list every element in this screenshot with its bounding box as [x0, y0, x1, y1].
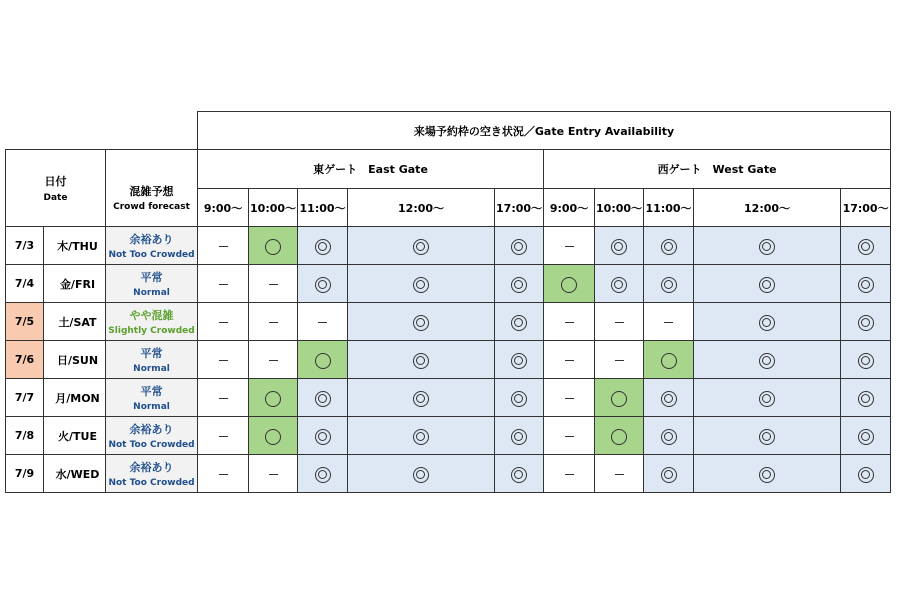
double-circle-icon	[413, 277, 429, 293]
west-gate-header: 西ゲート West Gate	[544, 150, 891, 189]
east-gate-slot	[495, 265, 544, 303]
west-gate-slot	[694, 417, 841, 455]
east-gate-slot	[198, 379, 249, 417]
east-gate-slot	[198, 417, 249, 455]
west-gate-slot	[544, 265, 595, 303]
double-circle-icon	[511, 429, 527, 445]
row-weekday: 日/SUN	[44, 341, 106, 379]
forecast-label-jp: 余裕あり	[129, 233, 174, 246]
row-weekday: 金/FRI	[44, 265, 106, 303]
east-time-11: 11:00～	[298, 189, 348, 227]
dash-icon	[565, 436, 574, 437]
east-gate-slot	[495, 417, 544, 455]
east-gate-slot	[495, 227, 544, 265]
double-circle-icon	[661, 467, 677, 483]
west-gate-slot	[595, 303, 644, 341]
west-gate-slot	[841, 417, 891, 455]
forecast-label-en: Normal	[133, 364, 170, 374]
forecast-label-jp: 平常	[140, 271, 163, 284]
double-circle-icon	[661, 391, 677, 407]
dash-icon	[219, 322, 228, 323]
dash-icon	[269, 474, 278, 475]
east-gate-slot	[249, 303, 298, 341]
forecast-label-jp: 余裕あり	[129, 461, 174, 474]
table-row	[6, 341, 891, 379]
double-circle-icon	[315, 429, 331, 445]
east-gate-slot	[495, 341, 544, 379]
double-circle-icon	[759, 429, 775, 445]
dash-icon	[615, 474, 624, 475]
double-circle-icon	[413, 429, 429, 445]
east-gate-slot	[198, 341, 249, 379]
west-gate-slot	[544, 303, 595, 341]
row-forecast	[106, 227, 198, 265]
double-circle-icon	[413, 315, 429, 331]
east-gate-slot	[298, 265, 348, 303]
double-circle-icon	[413, 467, 429, 483]
double-circle-icon	[759, 391, 775, 407]
forecast-label-en: Normal	[133, 288, 170, 298]
west-time-9: 9:00～	[544, 189, 595, 227]
dash-icon	[664, 322, 673, 323]
row-weekday: 水/WED	[44, 455, 106, 493]
east-gate-slot	[249, 341, 298, 379]
double-circle-icon	[661, 239, 677, 255]
double-circle-icon	[511, 315, 527, 331]
table-row	[6, 265, 891, 303]
double-circle-icon	[511, 239, 527, 255]
west-gate-slot	[841, 303, 891, 341]
west-gate-slot	[644, 303, 694, 341]
west-gate-slot	[595, 227, 644, 265]
dash-icon	[269, 284, 278, 285]
east-gate-slot	[249, 379, 298, 417]
west-gate-slot	[644, 227, 694, 265]
double-circle-icon	[759, 467, 775, 483]
double-circle-icon	[858, 239, 874, 255]
double-circle-icon	[759, 353, 775, 369]
west-time-10: 10:00～	[595, 189, 644, 227]
forecast-label-en: Not Too Crowded	[108, 440, 195, 450]
double-circle-icon	[315, 239, 331, 255]
dash-icon	[565, 398, 574, 399]
east-gate-slot	[249, 455, 298, 493]
forecast-label-en: Not Too Crowded	[108, 478, 195, 488]
forecast-label-jp: 平常	[140, 385, 163, 398]
east-gate-slot	[495, 379, 544, 417]
east-gate-slot	[348, 303, 495, 341]
double-circle-icon	[511, 353, 527, 369]
west-gate-slot	[644, 265, 694, 303]
west-gate-slot	[595, 341, 644, 379]
east-gate-slot	[298, 455, 348, 493]
west-gate-slot	[841, 341, 891, 379]
east-gate-slot	[198, 227, 249, 265]
east-time-17: 17:00～	[495, 189, 544, 227]
east-gate-slot	[348, 379, 495, 417]
east-gate-slot	[198, 455, 249, 493]
double-circle-icon	[413, 239, 429, 255]
east-gate-slot	[348, 265, 495, 303]
double-circle-icon	[858, 391, 874, 407]
west-gate-slot	[544, 227, 595, 265]
west-gate-slot	[544, 341, 595, 379]
east-time-10: 10:00～	[249, 189, 298, 227]
row-forecast	[106, 455, 198, 493]
east-gate-slot	[495, 455, 544, 493]
west-gate-slot	[841, 227, 891, 265]
east-gate-header: 東ゲート East Gate	[198, 150, 544, 189]
forecast-header	[106, 150, 198, 227]
east-gate-slot	[198, 303, 249, 341]
west-gate-slot	[841, 379, 891, 417]
east-gate-slot	[298, 379, 348, 417]
double-circle-icon	[858, 277, 874, 293]
row-date: 7/9	[6, 455, 44, 493]
east-gate-slot	[298, 303, 348, 341]
header-blank	[6, 112, 198, 150]
forecast-label-en: Slightly Crowded	[108, 326, 195, 336]
dash-icon	[219, 436, 228, 437]
double-circle-icon	[759, 315, 775, 331]
forecast-header-en: Crowd forecast	[113, 201, 190, 212]
west-gate-slot	[694, 265, 841, 303]
east-gate-slot	[198, 265, 249, 303]
dash-icon	[615, 322, 624, 323]
west-gate-slot	[595, 379, 644, 417]
date-header-jp: 日付	[44, 175, 67, 188]
east-gate-slot	[298, 341, 348, 379]
dash-icon	[269, 360, 278, 361]
table-row	[6, 455, 891, 493]
dash-icon	[565, 246, 574, 247]
forecast-label-en: Normal	[133, 402, 170, 412]
west-gate-slot	[841, 455, 891, 493]
circle-icon	[611, 429, 627, 445]
dash-icon	[219, 360, 228, 361]
forecast-label-jp: 平常	[140, 347, 163, 360]
row-date: 7/5	[6, 303, 44, 341]
table-row	[6, 379, 891, 417]
west-gate-slot	[694, 341, 841, 379]
circle-icon	[315, 353, 331, 369]
forecast-header-jp: 混雑予想	[129, 184, 174, 198]
dash-icon	[219, 474, 228, 475]
west-gate-slot	[644, 341, 694, 379]
forecast-label-en: Not Too Crowded	[108, 250, 195, 260]
west-gate-slot	[694, 227, 841, 265]
circle-icon	[265, 429, 281, 445]
gate-availability-table	[5, 111, 891, 493]
table-row	[6, 417, 891, 455]
double-circle-icon	[315, 467, 331, 483]
double-circle-icon	[511, 467, 527, 483]
dash-icon	[615, 360, 624, 361]
row-weekday: 月/MON	[44, 379, 106, 417]
row-weekday: 火/TUE	[44, 417, 106, 455]
circle-icon	[661, 353, 677, 369]
west-gate-slot	[595, 417, 644, 455]
west-gate-slot	[644, 455, 694, 493]
east-gate-slot	[249, 227, 298, 265]
dash-icon	[318, 322, 327, 323]
double-circle-icon	[858, 353, 874, 369]
row-forecast	[106, 379, 198, 417]
table-row	[6, 303, 891, 341]
east-gate-slot	[348, 341, 495, 379]
row-forecast	[106, 417, 198, 455]
east-gate-slot	[298, 417, 348, 455]
west-gate-slot	[595, 455, 644, 493]
east-time-12: 12:00～	[348, 189, 495, 227]
double-circle-icon	[858, 467, 874, 483]
west-gate-slot	[694, 379, 841, 417]
east-gate-slot	[495, 303, 544, 341]
circle-icon	[561, 277, 577, 293]
west-time-17: 17:00～	[841, 189, 891, 227]
dash-icon	[219, 284, 228, 285]
west-gate-slot	[544, 417, 595, 455]
forecast-label-jp: 余裕あり	[129, 423, 174, 436]
double-circle-icon	[858, 315, 874, 331]
dash-icon	[565, 360, 574, 361]
double-circle-icon	[661, 429, 677, 445]
west-gate-slot	[694, 303, 841, 341]
double-circle-icon	[413, 391, 429, 407]
dash-icon	[219, 398, 228, 399]
double-circle-icon	[511, 391, 527, 407]
east-gate-slot	[298, 227, 348, 265]
double-circle-icon	[315, 277, 331, 293]
east-gate-slot	[249, 417, 298, 455]
west-gate-slot	[595, 265, 644, 303]
double-circle-icon	[759, 277, 775, 293]
circle-icon	[265, 391, 281, 407]
dash-icon	[269, 322, 278, 323]
circle-icon	[265, 239, 281, 255]
west-gate-slot	[841, 265, 891, 303]
availability-title: 来場予約枠の空き状況／Gate Entry Availability	[198, 112, 891, 150]
double-circle-icon	[759, 239, 775, 255]
east-gate-slot	[348, 227, 495, 265]
dash-icon	[565, 322, 574, 323]
row-forecast	[106, 341, 198, 379]
date-header	[6, 150, 106, 227]
forecast-label-jp: やや混雑	[129, 309, 174, 322]
west-gate-slot	[544, 455, 595, 493]
circle-icon	[611, 391, 627, 407]
west-time-11: 11:00～	[644, 189, 694, 227]
row-date: 7/3	[6, 227, 44, 265]
table-row	[6, 227, 891, 265]
east-gate-slot	[348, 455, 495, 493]
row-date: 7/7	[6, 379, 44, 417]
dash-icon	[565, 474, 574, 475]
east-time-9: 9:00～	[198, 189, 249, 227]
double-circle-icon	[315, 391, 331, 407]
double-circle-icon	[858, 429, 874, 445]
double-circle-icon	[661, 277, 677, 293]
double-circle-icon	[413, 353, 429, 369]
double-circle-icon	[611, 277, 627, 293]
row-date: 7/6	[6, 341, 44, 379]
row-date: 7/4	[6, 265, 44, 303]
double-circle-icon	[511, 277, 527, 293]
row-weekday: 土/SAT	[44, 303, 106, 341]
row-forecast	[106, 303, 198, 341]
double-circle-icon	[611, 239, 627, 255]
west-gate-slot	[644, 417, 694, 455]
east-gate-slot	[249, 265, 298, 303]
west-gate-slot	[694, 455, 841, 493]
west-time-12: 12:00～	[694, 189, 841, 227]
row-date: 7/8	[6, 417, 44, 455]
east-gate-slot	[348, 417, 495, 455]
row-forecast	[106, 265, 198, 303]
row-weekday: 木/THU	[44, 227, 106, 265]
dash-icon	[219, 246, 228, 247]
west-gate-slot	[644, 379, 694, 417]
date-header-en: Date	[43, 193, 68, 203]
west-gate-slot	[544, 379, 595, 417]
